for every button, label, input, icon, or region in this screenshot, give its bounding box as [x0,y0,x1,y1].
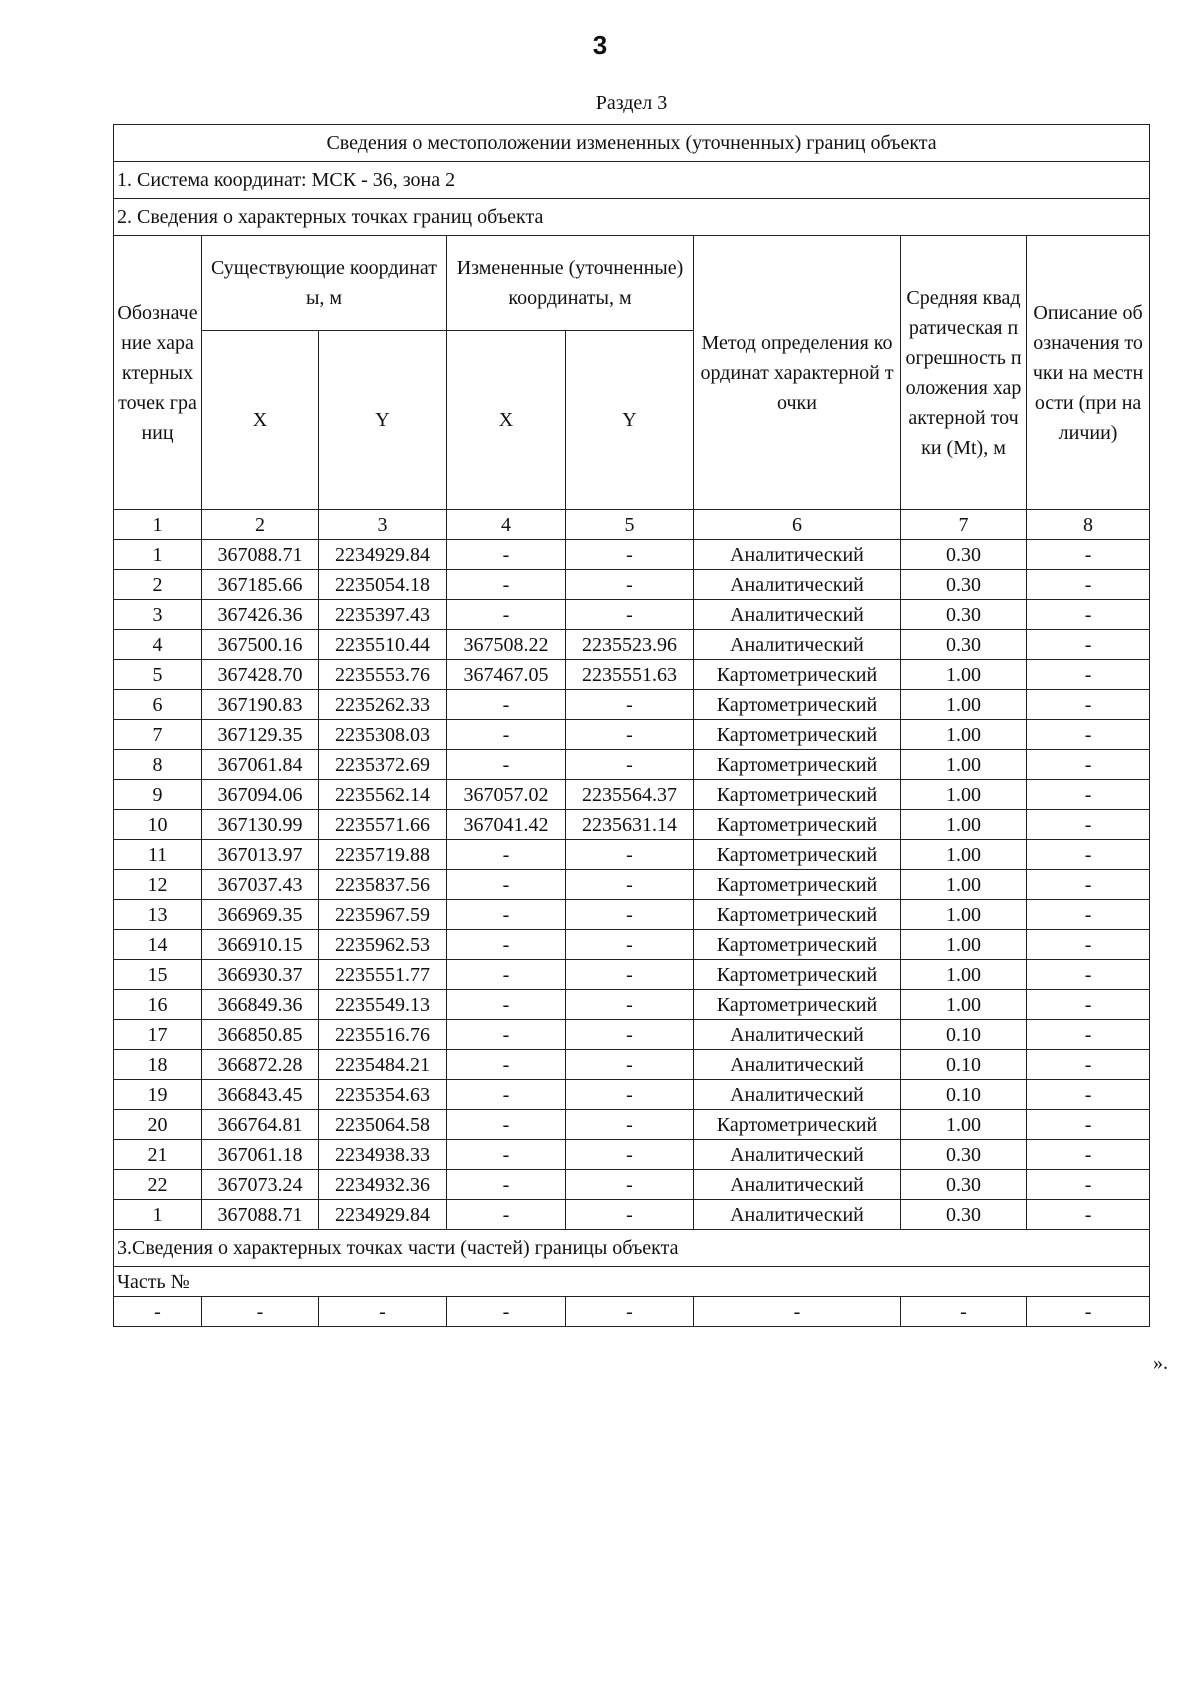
section-label: Раздел 3 [595,92,668,114]
parts-cell: - [114,1297,202,1327]
existing-y-cell: 2235719.88 [319,840,447,870]
table-row [114,870,1150,900]
column-number: 5 [566,510,694,540]
mean-error-cell: 0.10 [901,1020,1027,1050]
table-row [114,1200,1150,1230]
changed-x-cell: - [447,750,566,780]
table-row [114,1080,1150,1110]
table-row [114,960,1150,990]
table-row [114,600,1150,630]
description-cell: - [1027,960,1150,990]
point-id-cell: 19 [114,1080,202,1110]
method-cell: Картометрический [694,930,901,960]
existing-y-cell: 2235571.66 [319,810,447,840]
description-cell: - [1027,1170,1150,1200]
parts-heading-row: 3.Сведения о характерных точках части (частей) границы объекта [114,1230,1150,1267]
existing-y-cell: 2235553.76 [319,660,447,690]
existing-y-cell: 2235372.69 [319,750,447,780]
point-id-cell: 13 [114,900,202,930]
table-row [114,720,1150,750]
changed-x-cell: - [447,1080,566,1110]
point-id-cell: 2 [114,570,202,600]
changed-x-cell: - [447,960,566,990]
description-cell: - [1027,1140,1150,1170]
point-id-cell: 6 [114,690,202,720]
method-cell: Картометрический [694,750,901,780]
table-row [114,810,1150,840]
method-cell: Аналитический [694,600,901,630]
boundary-points-table [113,124,1150,1327]
description-cell: - [1027,780,1150,810]
existing-x-cell: 366969.35 [202,900,319,930]
point-id-cell: 22 [114,1170,202,1200]
existing-x-cell: 367130.99 [202,810,319,840]
changed-x-cell: - [447,900,566,930]
method-cell: Картометрический [694,690,901,720]
table-row [114,630,1150,660]
mean-error-cell: 1.00 [901,750,1027,780]
changed-x-cell: - [447,570,566,600]
changed-y-cell: - [566,900,694,930]
description-cell: - [1027,1200,1150,1230]
point-id-cell: 9 [114,780,202,810]
parts-cell: - [694,1297,901,1327]
changed-x-cell: - [447,990,566,1020]
column-number: 6 [694,510,901,540]
existing-y-cell: 2235967.59 [319,900,447,930]
method-cell: Картометрический [694,720,901,750]
changed-y-cell: - [566,930,694,960]
existing-x-cell: 367088.71 [202,540,319,570]
description-cell: - [1027,1080,1150,1110]
table-row [114,1050,1150,1080]
changed-x-cell: 367041.42 [447,810,566,840]
header-changed-x: X [447,331,566,510]
method-cell: Аналитический [694,1170,901,1200]
existing-y-cell: 2234938.33 [319,1140,447,1170]
header-existing-y: Y [319,331,447,510]
changed-y-cell: - [566,1020,694,1050]
point-id-cell: 20 [114,1110,202,1140]
existing-x-cell: 366930.37 [202,960,319,990]
changed-y-cell: 2235631.14 [566,810,694,840]
parts-cell: - [202,1297,319,1327]
method-cell: Картометрический [694,660,901,690]
point-id-cell: 16 [114,990,202,1020]
changed-y-cell: - [566,960,694,990]
method-cell: Аналитический [694,540,901,570]
mean-error-cell: 1.00 [901,720,1027,750]
method-cell: Аналитический [694,1050,901,1080]
existing-x-cell: 366910.15 [202,930,319,960]
changed-y-cell: - [566,840,694,870]
mean-error-cell: 0.30 [901,630,1027,660]
description-cell: - [1027,720,1150,750]
description-cell: - [1027,990,1150,1020]
existing-y-cell: 2234932.36 [319,1170,447,1200]
changed-x-cell: - [447,1200,566,1230]
description-cell: - [1027,570,1150,600]
existing-x-cell: 366872.28 [202,1050,319,1080]
existing-x-cell: 366764.81 [202,1110,319,1140]
description-cell: - [1027,1020,1150,1050]
existing-x-cell: 367185.66 [202,570,319,600]
column-number-row [114,510,1150,540]
table-row [114,840,1150,870]
point-id-cell: 3 [114,600,202,630]
method-cell: Аналитический [694,1020,901,1050]
mean-error-cell: 1.00 [901,960,1027,990]
changed-y-cell: - [566,1200,694,1230]
point-id-cell: 18 [114,1050,202,1080]
column-number: 3 [319,510,447,540]
changed-x-cell: - [447,840,566,870]
table-row [114,660,1150,690]
table-row [114,780,1150,810]
changed-y-cell: - [566,1170,694,1200]
method-cell: Картометрический [694,1110,901,1140]
method-cell: Картометрический [694,960,901,990]
table-row [114,990,1150,1020]
changed-y-cell: - [566,870,694,900]
changed-y-cell: - [566,570,694,600]
existing-y-cell: 2235562.14 [319,780,447,810]
point-id-cell: 4 [114,630,202,660]
changed-x-cell: 367467.05 [447,660,566,690]
method-cell: Картометрический [694,780,901,810]
method-cell: Аналитический [694,1080,901,1110]
header-existing-x: X [202,331,319,510]
existing-y-cell: 2235397.43 [319,600,447,630]
changed-x-cell: - [447,870,566,900]
changed-x-cell: - [447,1170,566,1200]
changed-x-cell: - [447,600,566,630]
mean-error-cell: 1.00 [901,810,1027,840]
mean-error-cell: 0.30 [901,570,1027,600]
column-number: 2 [202,510,319,540]
point-id-cell: 12 [114,870,202,900]
method-cell: Картометрический [694,810,901,840]
description-cell: - [1027,660,1150,690]
mean-error-cell: 0.10 [901,1080,1027,1110]
page-number: 3 [592,30,608,60]
description-cell: - [1027,600,1150,630]
coord-system-row: 1. Система координат: МСК - 36, зона 2 [114,162,1150,199]
parts-cell: - [1027,1297,1150,1327]
header-method: Метод определения координат характерной точки [694,236,901,510]
changed-x-cell: - [447,1050,566,1080]
existing-x-cell: 366849.36 [202,990,319,1020]
mean-error-cell: 1.00 [901,990,1027,1020]
table-row [114,1170,1150,1200]
existing-x-cell: 367094.06 [202,780,319,810]
description-cell: - [1027,930,1150,960]
column-number: 1 [114,510,202,540]
existing-y-cell: 2235549.13 [319,990,447,1020]
existing-y-cell: 2234929.84 [319,540,447,570]
method-cell: Картометрический [694,990,901,1020]
changed-x-cell: - [447,930,566,960]
existing-y-cell: 2234929.84 [319,1200,447,1230]
changed-y-cell: 2235523.96 [566,630,694,660]
table-row [114,750,1150,780]
existing-y-cell: 2235354.63 [319,1080,447,1110]
changed-x-cell: - [447,690,566,720]
method-cell: Аналитический [694,1140,901,1170]
changed-y-cell: - [566,990,694,1020]
description-cell: - [1027,540,1150,570]
changed-y-cell: - [566,600,694,630]
part-number-row: Часть № [114,1267,1150,1297]
mean-error-cell: 0.30 [901,540,1027,570]
closing-quote: ». [1153,1352,1168,1374]
mean-error-cell: 1.00 [901,840,1027,870]
table-title: Сведения о местоположении измененных (уточненных) границ объекта [114,125,1150,162]
table-row [114,1020,1150,1050]
existing-x-cell: 367061.18 [202,1140,319,1170]
existing-x-cell: 367037.43 [202,870,319,900]
mean-error-cell: 1.00 [901,660,1027,690]
table-row [114,570,1150,600]
changed-x-cell: - [447,720,566,750]
existing-x-cell: 367500.16 [202,630,319,660]
changed-x-cell: - [447,540,566,570]
changed-y-cell: - [566,540,694,570]
existing-x-cell: 366850.85 [202,1020,319,1050]
existing-x-cell: 366843.45 [202,1080,319,1110]
point-id-cell: 10 [114,810,202,840]
existing-y-cell: 2235837.56 [319,870,447,900]
description-cell: - [1027,630,1150,660]
changed-y-cell: - [566,1080,694,1110]
point-id-cell: 21 [114,1140,202,1170]
description-cell: - [1027,840,1150,870]
existing-y-cell: 2235510.44 [319,630,447,660]
header-changed-coords: Измененные (уточненные) координаты, м [447,236,694,331]
method-cell: Аналитический [694,570,901,600]
parts-cell: - [901,1297,1027,1327]
changed-x-cell: - [447,1020,566,1050]
existing-x-cell: 367190.83 [202,690,319,720]
method-cell: Аналитический [694,1200,901,1230]
point-id-cell: 1 [114,1200,202,1230]
point-id-cell: 1 [114,540,202,570]
point-id-cell: 7 [114,720,202,750]
changed-y-cell: - [566,1110,694,1140]
existing-y-cell: 2235054.18 [319,570,447,600]
description-cell: - [1027,900,1150,930]
description-cell: - [1027,810,1150,840]
existing-y-cell: 2235551.77 [319,960,447,990]
point-id-cell: 17 [114,1020,202,1050]
existing-x-cell: 367088.71 [202,1200,319,1230]
parts-cell: - [566,1297,694,1327]
method-cell: Картометрический [694,840,901,870]
method-cell: Картометрический [694,870,901,900]
table-row [114,900,1150,930]
parts-data-row [114,1297,1150,1327]
existing-y-cell: 2235484.21 [319,1050,447,1080]
header-mean-error: Средняя квадратическая погрешность положения характерной точки (Mt), м [901,236,1027,510]
existing-x-cell: 367061.84 [202,750,319,780]
table-row [114,540,1150,570]
description-cell: - [1027,750,1150,780]
mean-error-cell: 1.00 [901,870,1027,900]
changed-y-cell: - [566,720,694,750]
column-number: 7 [901,510,1027,540]
existing-x-cell: 367129.35 [202,720,319,750]
existing-x-cell: 367073.24 [202,1170,319,1200]
mean-error-cell: 0.30 [901,1170,1027,1200]
changed-x-cell: - [447,1140,566,1170]
point-id-cell: 5 [114,660,202,690]
point-id-cell: 11 [114,840,202,870]
header-changed-y: Y [566,331,694,510]
existing-y-cell: 2235308.03 [319,720,447,750]
existing-x-cell: 367428.70 [202,660,319,690]
changed-x-cell: - [447,1110,566,1140]
mean-error-cell: 1.00 [901,930,1027,960]
point-id-cell: 15 [114,960,202,990]
points-heading-row: 2. Сведения о характерных точках границ объекта [114,199,1150,236]
table-row [114,690,1150,720]
existing-x-cell: 367013.97 [202,840,319,870]
existing-y-cell: 2235262.33 [319,690,447,720]
changed-y-cell: - [566,1140,694,1170]
changed-y-cell: - [566,1050,694,1080]
method-cell: Картометрический [694,900,901,930]
point-id-cell: 14 [114,930,202,960]
existing-y-cell: 2235064.58 [319,1110,447,1140]
header-description: Описание обозначения точки на местности (при наличии) [1027,236,1150,510]
description-cell: - [1027,1050,1150,1080]
column-number: 8 [1027,510,1150,540]
description-cell: - [1027,690,1150,720]
parts-cell: - [319,1297,447,1327]
mean-error-cell: 1.00 [901,690,1027,720]
existing-y-cell: 2235516.76 [319,1020,447,1050]
description-cell: - [1027,870,1150,900]
header-existing-coords: Существующие координаты, м [202,236,447,331]
changed-y-cell: 2235551.63 [566,660,694,690]
mean-error-cell: 0.30 [901,600,1027,630]
table-row [114,930,1150,960]
existing-y-cell: 2235962.53 [319,930,447,960]
mean-error-cell: 0.30 [901,1200,1027,1230]
changed-y-cell: - [566,690,694,720]
table-row [114,1140,1150,1170]
mean-error-cell: 1.00 [901,900,1027,930]
mean-error-cell: 0.10 [901,1050,1027,1080]
existing-x-cell: 367426.36 [202,600,319,630]
table-row [114,1110,1150,1140]
description-cell: - [1027,1110,1150,1140]
column-number: 4 [447,510,566,540]
header-designation: Обозначение характерных точек границ [114,236,202,510]
changed-y-cell: - [566,750,694,780]
mean-error-cell: 0.30 [901,1140,1027,1170]
changed-x-cell: 367057.02 [447,780,566,810]
changed-y-cell: 2235564.37 [566,780,694,810]
mean-error-cell: 1.00 [901,1110,1027,1140]
mean-error-cell: 1.00 [901,780,1027,810]
point-id-cell: 8 [114,750,202,780]
method-cell: Аналитический [694,630,901,660]
parts-cell: - [447,1297,566,1327]
changed-x-cell: 367508.22 [447,630,566,660]
